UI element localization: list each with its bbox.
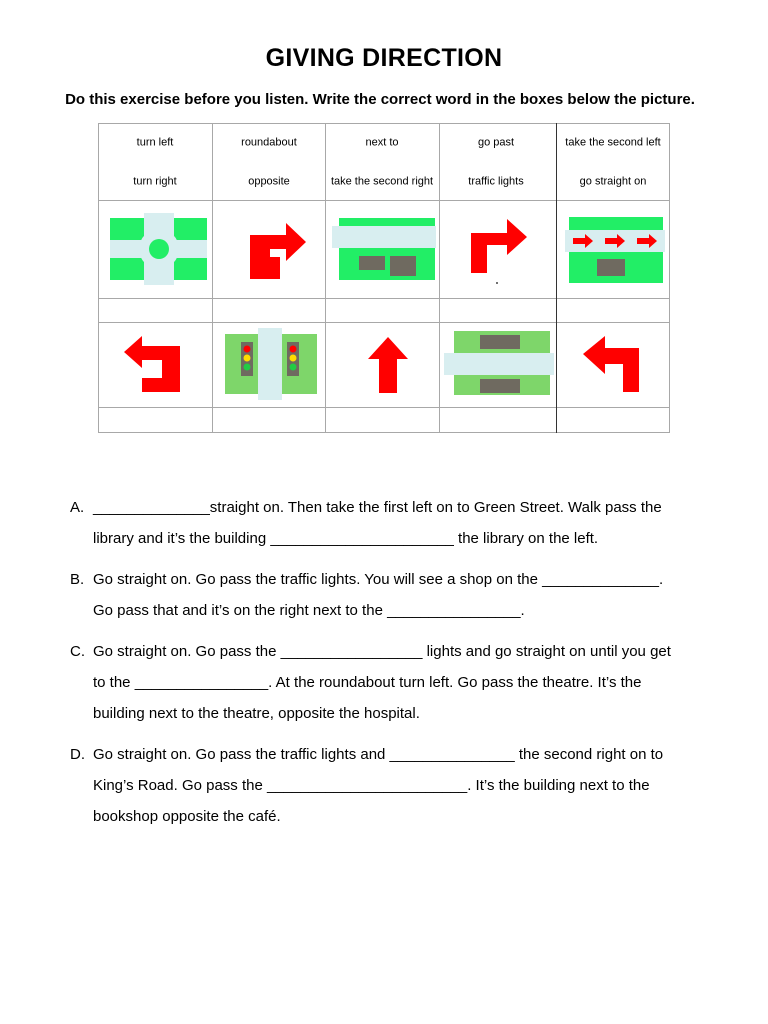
word-roundabout: roundabout xyxy=(241,136,297,149)
next-to-picture xyxy=(332,218,436,282)
question-line: building next to the theatre, opposite the hospital. xyxy=(93,705,420,722)
question-line: bookshop opposite the café. xyxy=(93,808,281,825)
word-go-straight-on: go straight on xyxy=(579,175,647,188)
table-row-line xyxy=(98,298,670,299)
page-title: GIVING DIRECTION xyxy=(265,44,503,72)
table-col-line xyxy=(325,123,326,433)
table-border-left xyxy=(98,123,99,433)
question-d xyxy=(70,739,730,832)
go-straight-on-picture xyxy=(565,217,665,283)
stray-dot xyxy=(496,282,498,284)
word-take-second-right: take the second right xyxy=(330,175,434,188)
roundabout-picture xyxy=(110,213,207,285)
question-letter: B. xyxy=(70,571,85,588)
word-picture-table xyxy=(98,123,670,433)
table-col-line xyxy=(212,123,213,433)
word-traffic-lights: traffic lights xyxy=(468,175,524,188)
question-a xyxy=(70,492,730,554)
question-line: King’s Road. Go pass the ________________________. It’s the building next to the xyxy=(93,777,650,794)
word-turn-right: turn right xyxy=(133,175,177,188)
word-turn-left: turn left xyxy=(136,136,174,149)
word-take-second-left: take the second left xyxy=(565,136,661,149)
table-col-line xyxy=(556,123,557,433)
go-past-arrow-picture xyxy=(469,215,529,275)
question-line: Go straight on. Go pass the traffic lights and _______________ the second right on to xyxy=(93,746,664,763)
question-letter: D. xyxy=(70,746,85,763)
question-letter: A. xyxy=(70,499,85,516)
question-line: library and it’s the building ______________________ the library on the left. xyxy=(93,530,599,547)
turn-left-arrow-picture xyxy=(124,336,182,394)
questions-list xyxy=(70,492,730,842)
question-line: to the ________________. At the roundabout turn left. Go pass the theatre. It’s the xyxy=(93,674,642,691)
table-row-line xyxy=(98,322,670,323)
table-col-line xyxy=(439,123,440,433)
opposite-picture xyxy=(444,331,554,395)
question-letter: C. xyxy=(70,643,85,660)
question-line: ______________straight on. Then take the first left on to Green Street. Walk pass the xyxy=(93,499,662,516)
straight-up-arrow-picture xyxy=(368,337,408,393)
table-border-bottom xyxy=(98,432,670,433)
table-border-top xyxy=(98,123,670,124)
instruction-text: Do this exercise before you listen. Write the correct word in the boxes below the picture. xyxy=(65,91,695,108)
word-go-past: go past xyxy=(477,136,515,149)
table-row-line xyxy=(98,200,670,201)
table-row-line xyxy=(98,407,670,408)
traffic-lights-picture xyxy=(225,328,317,400)
question-line: Go straight on. Go pass the _________________ lights and go straight on until you get xyxy=(93,643,671,660)
turn-right-arrow-picture xyxy=(248,215,308,283)
question-line: Go pass that and it’s on the right next to the ________________. xyxy=(93,602,525,619)
table-border-right xyxy=(669,123,670,433)
word-next-to: next to xyxy=(365,136,399,149)
word-opposite: opposite xyxy=(248,175,290,188)
question-b xyxy=(70,564,730,626)
question-c xyxy=(70,636,730,729)
question-line: Go straight on. Go pass the traffic lights. You will see a shop on the ______________. xyxy=(93,571,664,588)
turn-left-arrow-picture xyxy=(583,336,643,394)
